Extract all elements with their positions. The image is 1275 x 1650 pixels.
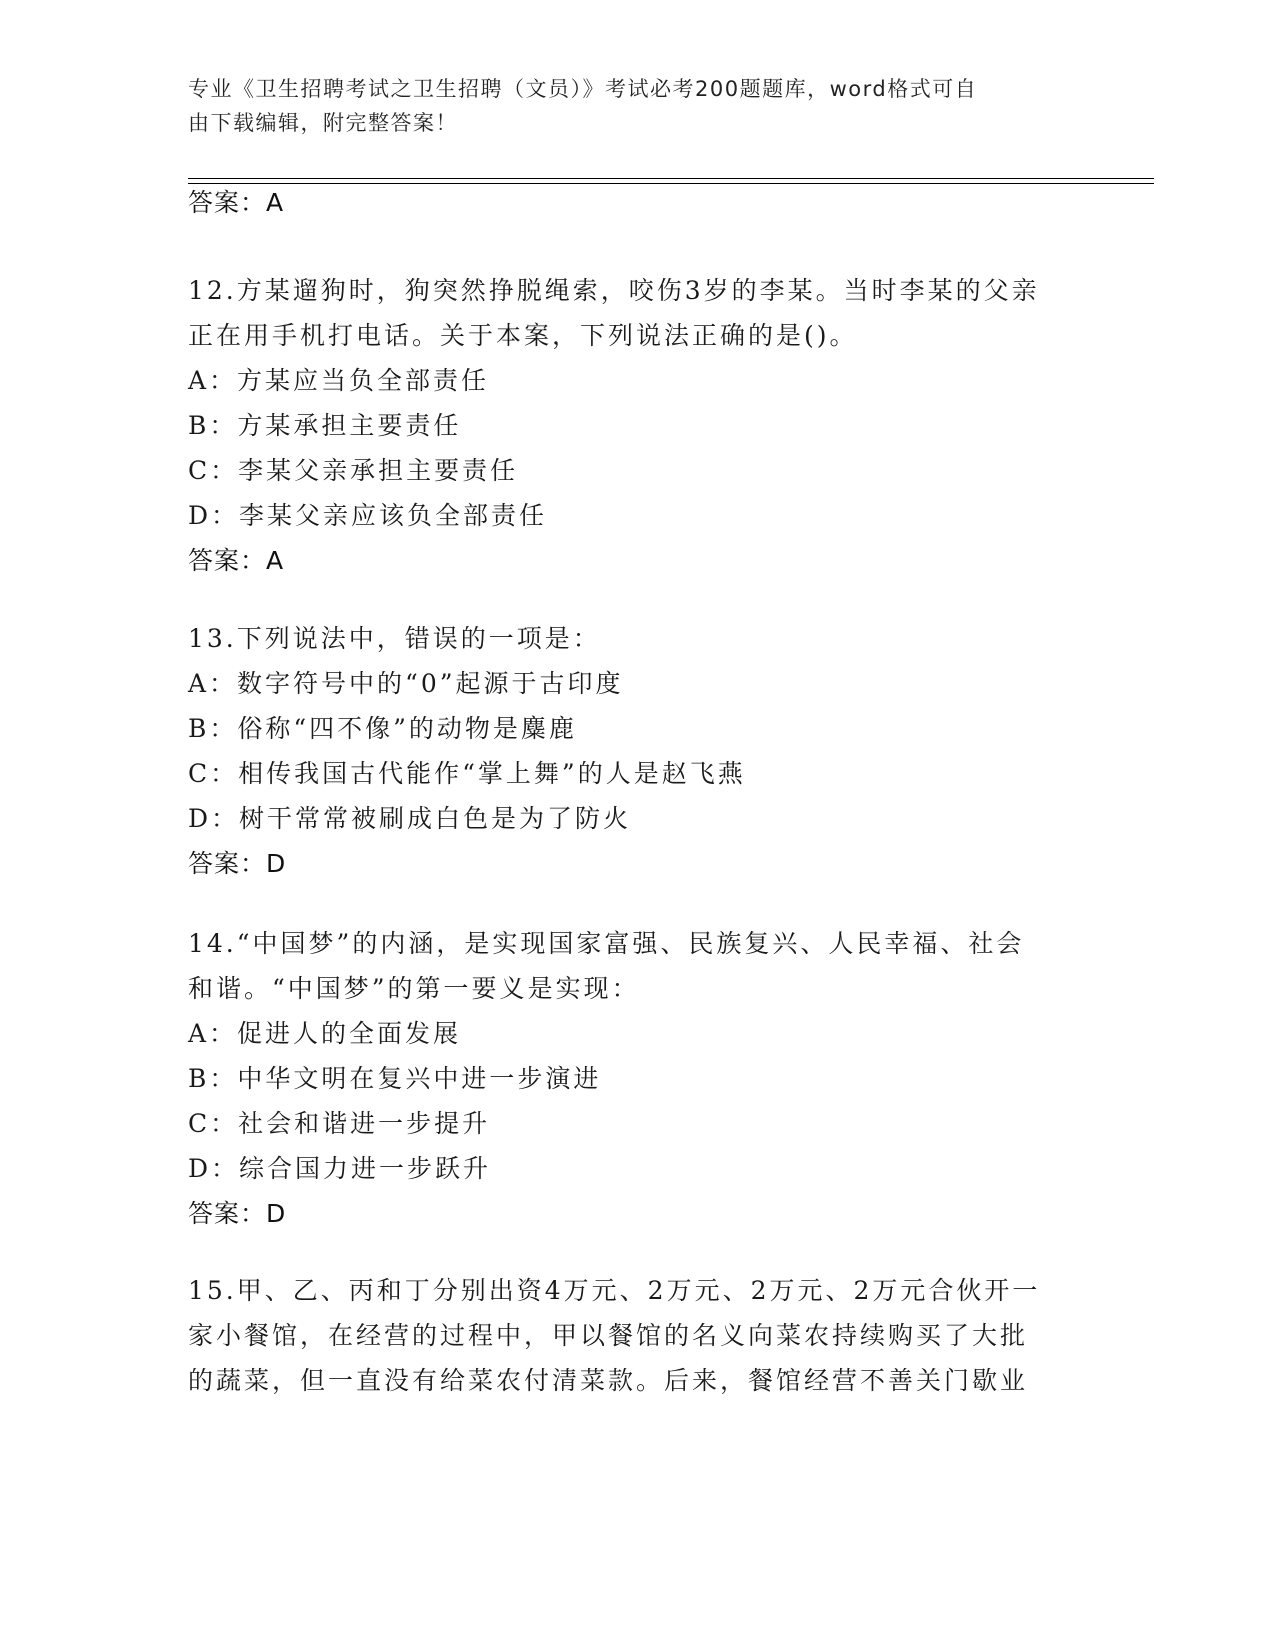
question-stem-line: 家小餐馆，在经营的过程中，甲以餐馆的名义向菜农持续购买了大批 <box>188 1321 1029 1350</box>
question-13 <box>188 616 1088 886</box>
previous-answer: 答案：A <box>188 188 285 217</box>
option-c: C：相传我国古代能作“掌上舞”的人是赵飞燕 <box>188 759 746 788</box>
question-stem-line: 13.下列说法中，错误的一项是： <box>188 624 601 653</box>
answer: 答案：D <box>188 849 287 878</box>
option-d: D：树干常常被刷成白色是为了防火 <box>188 804 632 833</box>
question-stem-line: 14.“中国梦”的内涵，是实现国家富强、民族复兴、人民幸福、社会 <box>188 929 1025 958</box>
question-15 <box>188 1268 1088 1403</box>
header-line-1: 专业《卫生招聘考试之卫生招聘（文员）》考试必考200题题库，word格式可自 <box>188 77 978 101</box>
question-stem-line: 15.甲、乙、丙和丁分别出资4万元、2万元、2万元、2万元合伙开一 <box>188 1276 1041 1305</box>
answer: 答案：A <box>188 546 285 575</box>
question-stem-line: 的蔬菜，但一直没有给菜农付清菜款。后来，餐馆经营不善关门歇业 <box>188 1366 1029 1395</box>
option-d: D：李某父亲应该负全部责任 <box>188 501 548 530</box>
header-divider-top <box>188 178 1154 179</box>
header-line-2: 由下载编辑，附完整答案！ <box>188 111 458 135</box>
option-c: C：李某父亲承担主要责任 <box>188 456 519 485</box>
option-a: A：促进人的全面发展 <box>188 1019 462 1048</box>
answer: 答案：D <box>188 1199 287 1228</box>
option-b: B：俗称“四不像”的动物是麋鹿 <box>188 714 577 743</box>
question-stem-line: 和谐。“中国梦”的第一要义是实现： <box>188 974 640 1003</box>
option-b: B：中华文明在复兴中进一步演进 <box>188 1064 602 1093</box>
question-14 <box>188 921 1088 1236</box>
option-b: B：方某承担主要责任 <box>188 411 462 440</box>
previous-answer-block <box>188 180 1088 225</box>
option-a: A：数字符号中的“0”起源于古印度 <box>188 669 624 698</box>
question-stem-line: 12.方某遛狗时，狗突然挣脱绳索，咬伤3岁的李某。当时李某的父亲 <box>188 276 1040 305</box>
option-c: C：社会和谐进一步提升 <box>188 1109 491 1138</box>
question-12 <box>188 268 1088 583</box>
option-a: A：方某应当负全部责任 <box>188 366 490 395</box>
document-header <box>188 72 1068 140</box>
question-stem-line: 正在用手机打电话。关于本案，下列说法正确的是()。 <box>188 321 858 350</box>
option-d: D：综合国力进一步跃升 <box>188 1154 492 1183</box>
